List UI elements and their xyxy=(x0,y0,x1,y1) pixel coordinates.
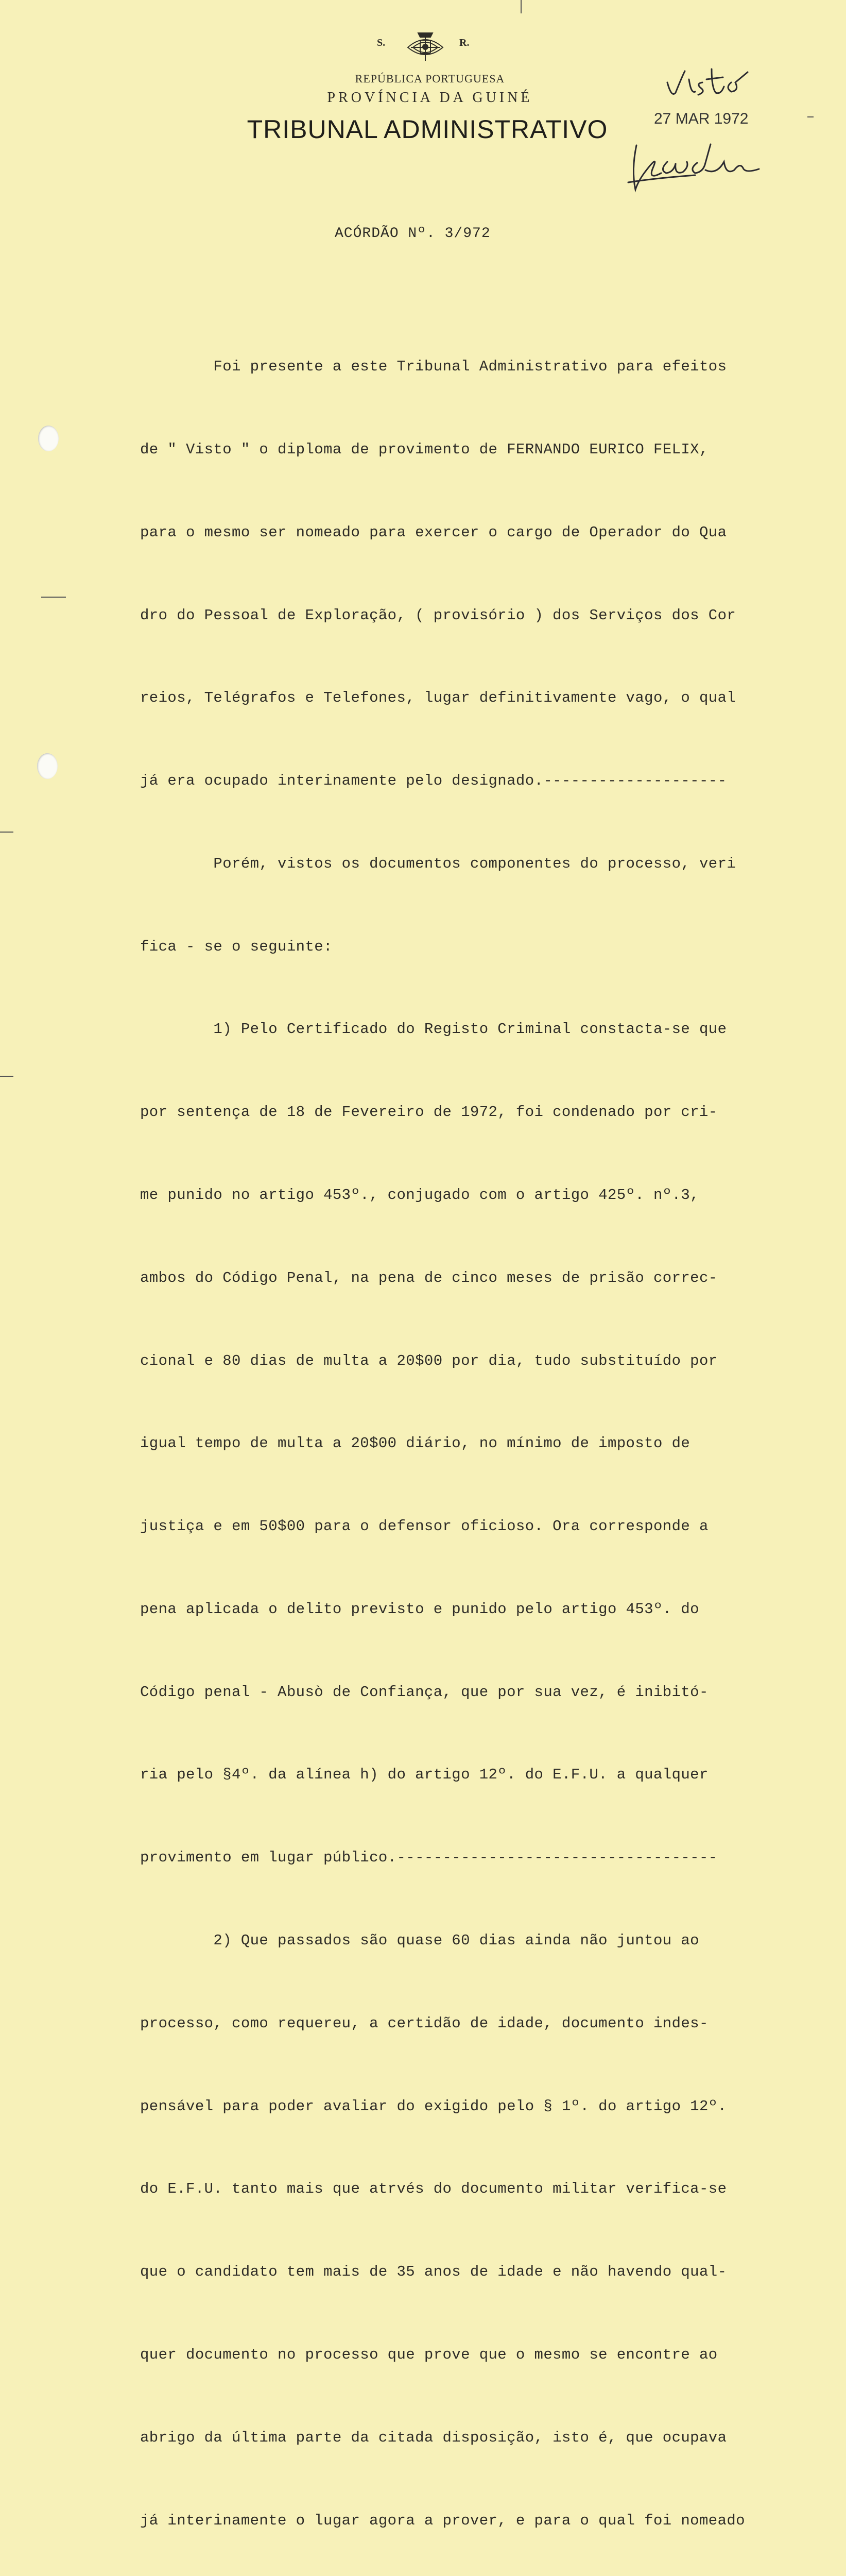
tribunal-name: TRIBUNAL ADMINISTRATIVO xyxy=(247,115,608,144)
punch-hole-top xyxy=(38,426,59,451)
republic-name: REPÚBLICA PORTUGUESA xyxy=(355,72,505,85)
body-line: processo, como requereu, a certidão de idade, documento indes- xyxy=(140,2014,709,2032)
body-line: já era ocupado interinamente pelo designado.-------------------- xyxy=(140,772,727,790)
margin-tick xyxy=(807,116,814,117)
judge-signature xyxy=(623,139,767,196)
body-line: que o candidato tem mais de 35 anos de idade e não havendo qual- xyxy=(140,2263,727,2281)
body-line: pena aplicada o delito previsto e punido pelo artigo 453º. do xyxy=(140,1600,699,1618)
body-line: cional e 80 dias de multa a 20$00 por dia, tudo substituído por xyxy=(140,1352,718,1369)
body-line: ria pelo §4º. da alínea h) do artigo 12º. do E.F.U. a qualquer xyxy=(140,1766,709,1784)
coat-of-arms-icon xyxy=(403,30,448,64)
body-line: justiça e em 50$00 para o defensor oficioso. Ora corresponde a xyxy=(140,1518,709,1535)
top-edge-mark xyxy=(521,0,522,13)
province-name: PROVÍNCIA DA GUINÉ xyxy=(327,90,533,106)
header-s: S. xyxy=(377,37,386,48)
body-line: pensável para poder avaliar do exigido pelo § 1º. do artigo 12º. xyxy=(140,2097,727,2115)
body-line: abrigo da última parte da citada disposição, isto é, que ocupava xyxy=(140,2429,727,2446)
body-line: já interinamente o lugar agora a prover, e para o qual foi nomeado xyxy=(140,2512,745,2529)
body-line: reios, Telégrafos e Telefones, lugar definitivamente vago, o qual xyxy=(140,689,736,707)
body-line: Código penal - Abusò de Confiança, que por sua vez, é inibitó- xyxy=(140,1683,709,1701)
visto-date-stamp: 27 MAR 1972 xyxy=(654,110,749,127)
body-line: por sentença de 18 de Fevereiro de 1972, foi condenado por cri- xyxy=(140,1104,718,1121)
body-line: dro do Pessoal de Exploração, ( provisório ) dos Serviços dos Cor xyxy=(140,606,736,624)
body-line: ambos do Código Penal, na pena de cinco meses de prisão correc- xyxy=(140,1269,718,1286)
body-line: do E.F.U. tanto mais que atrvés do documento militar verifica-se xyxy=(140,2180,727,2198)
acordao-title: ACÓRDÃO Nº. 3/972 xyxy=(335,226,491,242)
body-line: fica - se o seguinte: xyxy=(140,938,333,955)
visto-handwriting xyxy=(664,62,752,103)
body-line: Porém, vistos os documentos componentes do processo, veri xyxy=(140,855,736,872)
body-line: provimento em lugar público.----------------------------------- xyxy=(140,1849,718,1867)
body-line: igual tempo de multa a 20$00 diário, no mínimo de imposto de xyxy=(140,1435,690,1452)
body-line: me punido no artigo 453º., conjugado com o artigo 425º. nº.3, xyxy=(140,1187,699,1204)
punch-hole-bottom xyxy=(37,753,58,779)
header-r: R. xyxy=(459,37,470,48)
header-initials xyxy=(371,30,484,61)
body-line: de " Visto " o diploma de provimento de FERNANDO EURICO FELIX, xyxy=(140,440,709,458)
body-line: 2) Que passados são quase 60 dias ainda não juntou ao xyxy=(140,1932,699,1950)
body-line: 1) Pelo Certificado do Registo Criminal constacta-se que xyxy=(140,1021,727,1038)
margin-tick xyxy=(41,597,66,598)
decision-body xyxy=(140,298,809,2576)
margin-tick xyxy=(0,1076,13,1077)
body-line: Foi presente a este Tribunal Administrativo para efeitos xyxy=(140,358,727,376)
body-line: quer documento no processo que prove que o mesmo se encontre ao xyxy=(140,2346,718,2363)
body-line: para o mesmo ser nomeado para exercer o cargo de Operador do Qua xyxy=(140,523,727,541)
margin-tick xyxy=(0,832,13,833)
